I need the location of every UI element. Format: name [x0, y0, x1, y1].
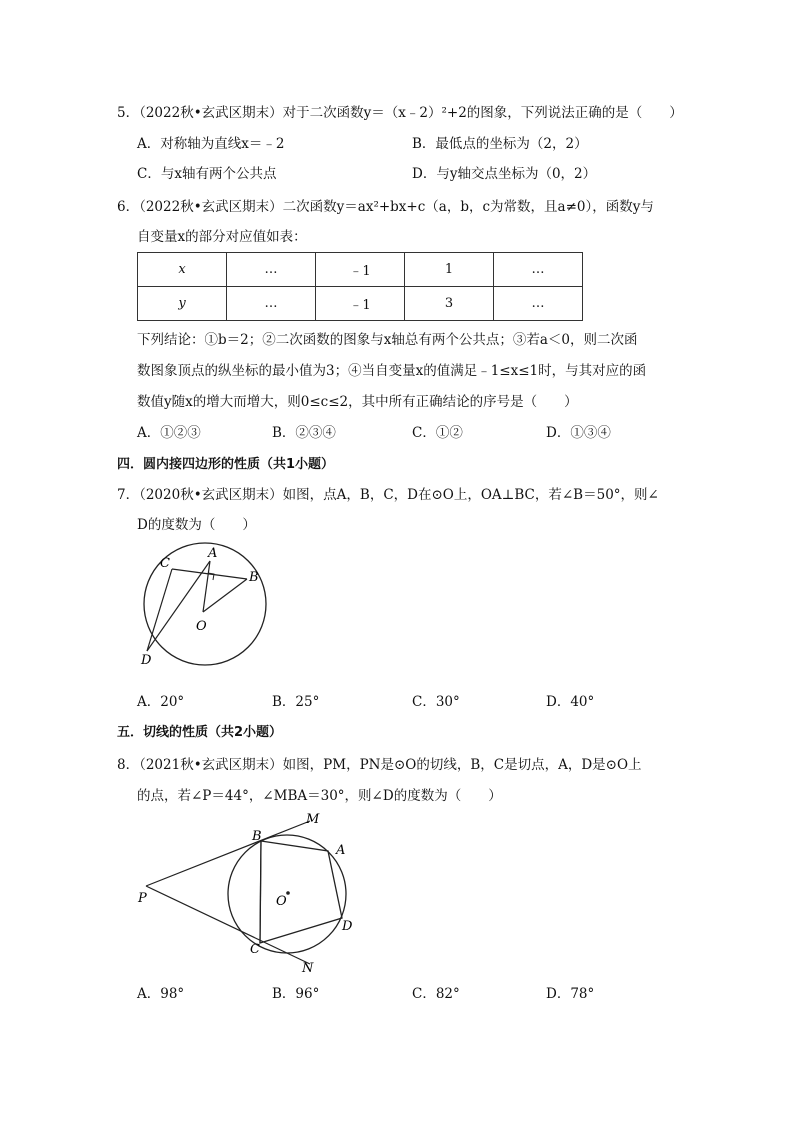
q6-option-d: D．①③④	[546, 425, 611, 441]
point-label-c: C	[250, 942, 260, 957]
table-cell: ﹣1	[316, 287, 405, 321]
point-label-o: O	[196, 619, 207, 634]
point-label-b: B	[252, 829, 262, 844]
table-cell: …	[494, 287, 583, 321]
point-label-a: A	[208, 546, 218, 561]
q6-conclusions-line1: 下列结论：①b＝2；②二次函数的图象与x轴总有两个公共点；③若a＜0，则二次函	[137, 332, 638, 348]
q6-stem-line2: 自变量x的部分对应值如表：	[137, 229, 307, 245]
q7-option-d: D．40°	[546, 694, 595, 710]
table-cell: x	[138, 253, 227, 287]
point-label-n: N	[302, 961, 314, 976]
tangent-pm	[146, 821, 310, 886]
chord-cd	[147, 569, 172, 651]
table-row-y	[138, 287, 583, 321]
q6-option-b: B．②③④	[272, 425, 336, 441]
q7-stem-line2: D的度数为（ ）	[137, 517, 256, 533]
q5-option-b: B．最低点的坐标为（2，2）	[412, 136, 588, 152]
q6-option-a: A．①②③	[137, 425, 201, 441]
q8-option-d: D．78°	[546, 986, 595, 1002]
table-cell: …	[494, 253, 583, 287]
q5-option-a: A．对称轴为直线x＝﹣2	[137, 136, 285, 152]
table-cell: y	[138, 287, 227, 321]
q8-stem-line2: 的点，若∠P＝44°，∠MBA＝30°，则∠D的度数为（ ）	[137, 788, 502, 804]
point-label-b: B	[249, 570, 259, 585]
table-cell: 3	[405, 287, 494, 321]
point-label-d: D	[342, 919, 353, 934]
table-cell: …	[227, 287, 316, 321]
chord-da	[147, 561, 210, 651]
q5-option-d: D．与y轴交点坐标为（0，2）	[412, 166, 597, 182]
point-label-p: P	[138, 891, 147, 906]
q8-stem-line1: 8．（2021秋•玄武区期末）如图，PM，PN是⊙O的切线，B，C是切点，A，D是⊙O上	[117, 757, 642, 773]
q8-tangent-figure	[130, 808, 370, 980]
q6-stem-line1: 6．（2022秋•玄武区期末）二次函数y＝ax²+bx+c（a，b，c为常数，且a≠0），函数y与	[117, 199, 654, 215]
center-dot	[286, 891, 290, 895]
value-table	[137, 252, 583, 321]
chord-cb	[172, 569, 247, 579]
q7-option-a: A．20°	[137, 694, 185, 710]
q7-stem-line1: 7．（2020秋•玄武区期末）如图，点A，B，C，D在⊙O上，OA⊥BC，若∠B＝50°，则∠	[117, 487, 659, 503]
q7-option-c: C．30°	[412, 694, 460, 710]
point-label-d: D	[141, 653, 152, 668]
q8-option-c: C．82°	[412, 986, 460, 1002]
q8-option-b: B．96°	[272, 986, 320, 1002]
point-label-a: A	[336, 843, 346, 858]
table-cell: …	[227, 253, 316, 287]
point-label-o: O	[276, 894, 287, 909]
q5-option-c: C．与x轴有两个公共点	[137, 166, 277, 182]
point-label-c: C	[160, 556, 170, 571]
inscribed-quadrilateral	[260, 841, 342, 943]
table-row-x	[138, 253, 583, 287]
q8-option-a: A．98°	[137, 986, 185, 1002]
chord-bc	[260, 841, 261, 943]
q6-conclusions-line2: 数图象顶点的纵坐标的最小值为3；④当自变量x的值满足﹣1≤x≤1时，与其对应的函	[137, 363, 647, 379]
q5-stem: 5．（2022秋•玄武区期末）对于二次函数y＝（x﹣2）²+2的图象，下列说法正确的是（ ）	[117, 105, 683, 121]
segment-ob	[203, 579, 247, 612]
table-cell: ﹣1	[316, 253, 405, 287]
point-label-m: M	[306, 812, 320, 827]
table-cell: 1	[405, 253, 494, 287]
q7-option-b: B．25°	[272, 694, 320, 710]
q7-circle-figure	[130, 540, 280, 680]
q6-conclusions-line3: 数值y随x的增大而增大，则0≤c≤2，其中所有正确结论的序号是（ ）	[137, 394, 578, 410]
section-heading-5: 五．切线的性质（共2小题）	[117, 725, 283, 740]
section-heading-4: 四．圆内接四边形的性质（共1小题）	[117, 457, 335, 472]
q6-option-c: C．①②	[412, 425, 463, 441]
